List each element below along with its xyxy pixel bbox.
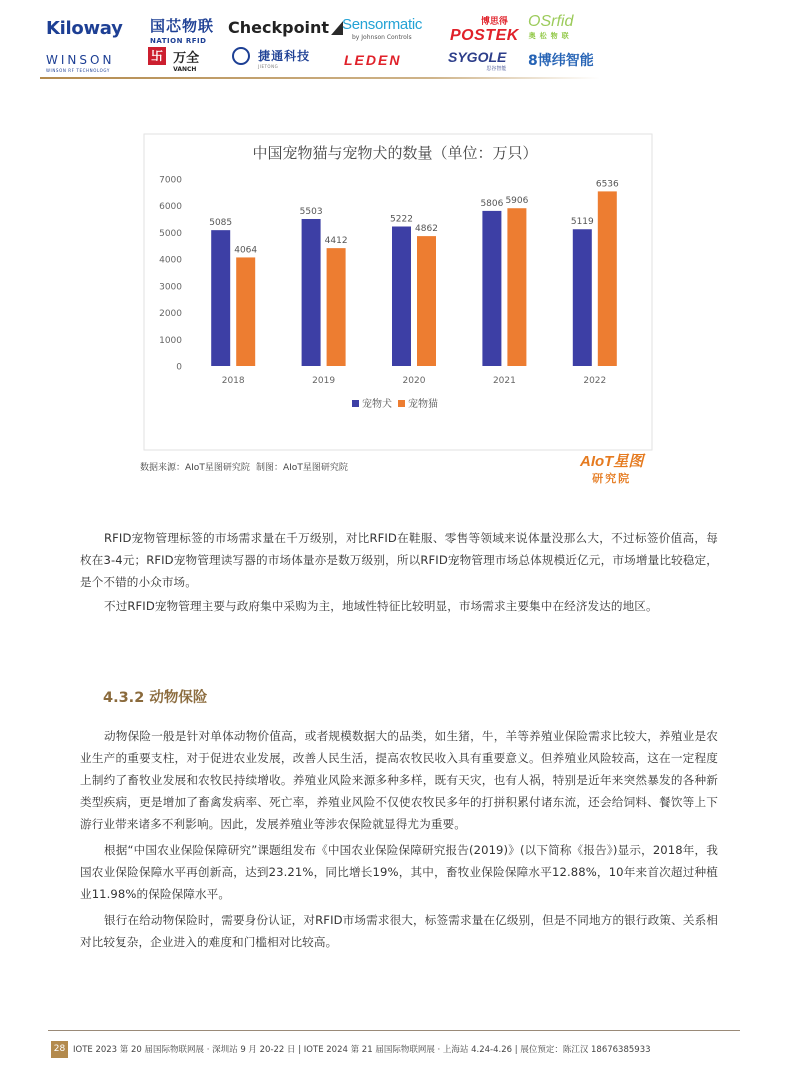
logo-nation-rfid bbox=[150, 15, 214, 45]
bar-宠物犬-2019 bbox=[302, 219, 321, 366]
logo-sygole bbox=[448, 49, 506, 72]
logo-winson-text: WINSON bbox=[46, 53, 115, 67]
legend-swatch bbox=[398, 400, 405, 407]
y-tick-label: 4000 bbox=[159, 255, 182, 266]
bar-data-label: 4862 bbox=[415, 224, 438, 235]
paragraph-insurance-overview: 动物保险一般是针对单体动物价值高，或者规模数据大的品类，如生猪，牛，羊等养殖业保险需求比较大，养殖业是农业生产的重要支柱，对于促进农业发展，改善人民生活，提高农牧民收入具有重要意义。但养殖业风险较高，这在一定程度上制约了畜牧业发展和农牧民持续增收。养殖业风险来源多种多样，既有天灾，也有人祸，特别是近年来突然暴发的各种新类型疾病，更是增加了畜禽发病率、死亡率，养殖业风险不仅使农牧民多年的打拼积累付诸东流，还会给饲料、餐饮等上下游行业带来诸多不利影响。因此，发展养殖业等涉农保险就显得尤为重要。 bbox=[80, 729, 718, 831]
chart-title: 中国宠物猫与宠物犬的数量（单位：万只） bbox=[252, 144, 538, 162]
bar-data-label: 5806 bbox=[480, 198, 504, 209]
logo-postek bbox=[450, 14, 519, 45]
logo-postek-cn: 博思得 bbox=[480, 17, 508, 27]
logo-vanch-cn: 万全 bbox=[173, 51, 200, 66]
bar-宠物猫-2021 bbox=[507, 208, 526, 366]
bar-宠物猫-2022 bbox=[598, 191, 617, 366]
bar-data-label: 4412 bbox=[324, 236, 348, 247]
figure-source: 数据来源：AIoT星图研究院 bbox=[140, 463, 250, 473]
x-tick-label: 2020 bbox=[402, 376, 426, 386]
bar-宠物犬-2018 bbox=[211, 230, 230, 366]
vanch-mark-icon: 卐 bbox=[148, 47, 166, 65]
logo-postek-en: POSTEK bbox=[450, 27, 519, 44]
x-tick-label: 2022 bbox=[583, 376, 607, 386]
logo-jetong-cn: 捷通科技 bbox=[258, 49, 311, 63]
logo-nation-en: NATION RFID bbox=[150, 37, 207, 45]
bar-宠物犬-2022 bbox=[573, 229, 592, 366]
logo-sensormatic bbox=[342, 16, 422, 41]
logo-vanch-en: VANCH bbox=[173, 66, 197, 73]
logo-sensormatic-text: Sensormatic bbox=[342, 16, 423, 33]
logo-winson bbox=[46, 51, 114, 73]
paragraph-bank-rfid: 银行在给动物保险时，需要身份认证，对RFID市场需求很大，标签需求量在亿级别，但是不同地方的银行政策、关系相对比较复杂，企业进入的难度和门槛相对比较高。 bbox=[80, 913, 718, 949]
x-tick-label: 2018 bbox=[221, 376, 245, 386]
logo-sygole-en: SYGOLE bbox=[448, 49, 507, 65]
y-tick-label: 3000 bbox=[159, 282, 182, 293]
jetong-globe-icon bbox=[232, 47, 250, 65]
y-tick-label: 6000 bbox=[159, 202, 182, 213]
bar-宠物猫-2018 bbox=[236, 257, 255, 366]
y-tick-label: 7000 bbox=[159, 175, 182, 186]
aiot-logo-en: AIoT星图 bbox=[580, 453, 644, 470]
logo-kiloway: Kiloway bbox=[46, 18, 123, 39]
bar-宠物犬-2020 bbox=[392, 226, 411, 366]
paragraph-pet-market: RFID宠物管理标签的市场需求量在千万级别，对比RFID在鞋服、零售等领域来说体量没那么大，不过标签价值高，每枚在3-4元；RFID宠物管理读写器的市场体量亦是数万级别，所以RFID宠物管理市场总体规模近亿元，市场增量比较稳定，是个不错的小众市场。 bbox=[80, 531, 718, 589]
paragraph-procurement: 不过RFID宠物管理主要与政府集中采购为主，地域性特征比较明显，市场需求主要集中在经济发达的地区。 bbox=[104, 599, 658, 613]
paragraph-insurance-report: 根据“中国农业保险保障研究”课题组发布《中国农业保险保障研究报告(2019)》(以下简称《报告》)显示，2018年，我国农业保险保障水平再创新高，达到23.21%，同比增长19%，其中，畜牧业保险保障水平12.88%，10年来首次超过种植业11.98%的保险保障水平。 bbox=[80, 843, 718, 901]
logo-sygole-cn: 思谷智能 bbox=[486, 66, 507, 72]
logo-jetong-en: JIETONG bbox=[258, 64, 279, 69]
logo-osrfid-cn: 奥松物联 bbox=[528, 32, 573, 40]
logo-bowei bbox=[528, 50, 594, 70]
section-title-animal-insurance: 4.3.2 动物保险 bbox=[103, 690, 208, 706]
legend-label: 宠物犬 bbox=[362, 399, 392, 410]
aiot-watermark-logo bbox=[580, 454, 643, 486]
footer-divider bbox=[48, 1030, 740, 1031]
logo-osrfid bbox=[528, 13, 573, 41]
logo-leden: LEDEN bbox=[344, 52, 402, 68]
logo-winson-sub: WINSON RF TECHNOLOGY bbox=[46, 68, 110, 73]
bar-宠物猫-2020 bbox=[417, 236, 436, 366]
y-tick-label: 2000 bbox=[159, 309, 182, 320]
y-tick-label: 5000 bbox=[159, 228, 182, 239]
logo-nation-cn: 国芯物联 bbox=[150, 17, 215, 35]
bar-data-label: 5085 bbox=[209, 218, 233, 229]
figure-credit: 制图：AIoT星图研究院 bbox=[256, 463, 348, 473]
logo-osrfid-en: OSrfid bbox=[528, 13, 574, 30]
pet-population-figure bbox=[140, 132, 660, 487]
aiot-logo-cn: 研究院 bbox=[592, 472, 632, 485]
bar-data-label: 6536 bbox=[595, 179, 619, 190]
x-tick-label: 2021 bbox=[492, 376, 516, 386]
bar-data-label: 5119 bbox=[570, 217, 594, 228]
x-tick-label: 2019 bbox=[312, 376, 336, 386]
bar-data-label: 5222 bbox=[390, 214, 413, 225]
logo-bowei-cn: 博纬智能 bbox=[537, 53, 594, 69]
bar-宠物犬-2021 bbox=[482, 211, 501, 366]
logo-jetong bbox=[232, 47, 310, 69]
legend-swatch bbox=[352, 400, 359, 407]
legend-label: 宠物猫 bbox=[408, 399, 438, 410]
page-number: 28 bbox=[51, 1041, 68, 1058]
logo-sensormatic-sub: by Johnson Controls bbox=[352, 34, 412, 41]
header-divider bbox=[40, 77, 600, 79]
logo-checkpoint bbox=[228, 18, 343, 37]
logo-checkpoint-text: Checkpoint bbox=[228, 18, 330, 37]
partner-logo-strip bbox=[40, 10, 620, 72]
bar-data-label: 4064 bbox=[234, 245, 258, 256]
bar-data-label: 5503 bbox=[299, 206, 323, 217]
y-tick-label: 0 bbox=[176, 362, 182, 373]
footer-expo-info: IOTE 2023 第 20 届国际物联网展 · 深圳站 9 月 20-22 日 | IOTE 2024 第 21 届国际物联网展 · 上海站 4.24-4.26 | 展位预定：陈江汉 18676385933 bbox=[73, 1045, 651, 1055]
y-tick-label: 1000 bbox=[159, 335, 182, 346]
bowei-mark-icon: 8 bbox=[528, 53, 538, 69]
logo-vanch bbox=[148, 47, 199, 73]
pet-population-bar-chart bbox=[140, 132, 660, 452]
bar-宠物猫-2019 bbox=[327, 248, 346, 366]
bar-data-label: 5906 bbox=[505, 196, 529, 207]
